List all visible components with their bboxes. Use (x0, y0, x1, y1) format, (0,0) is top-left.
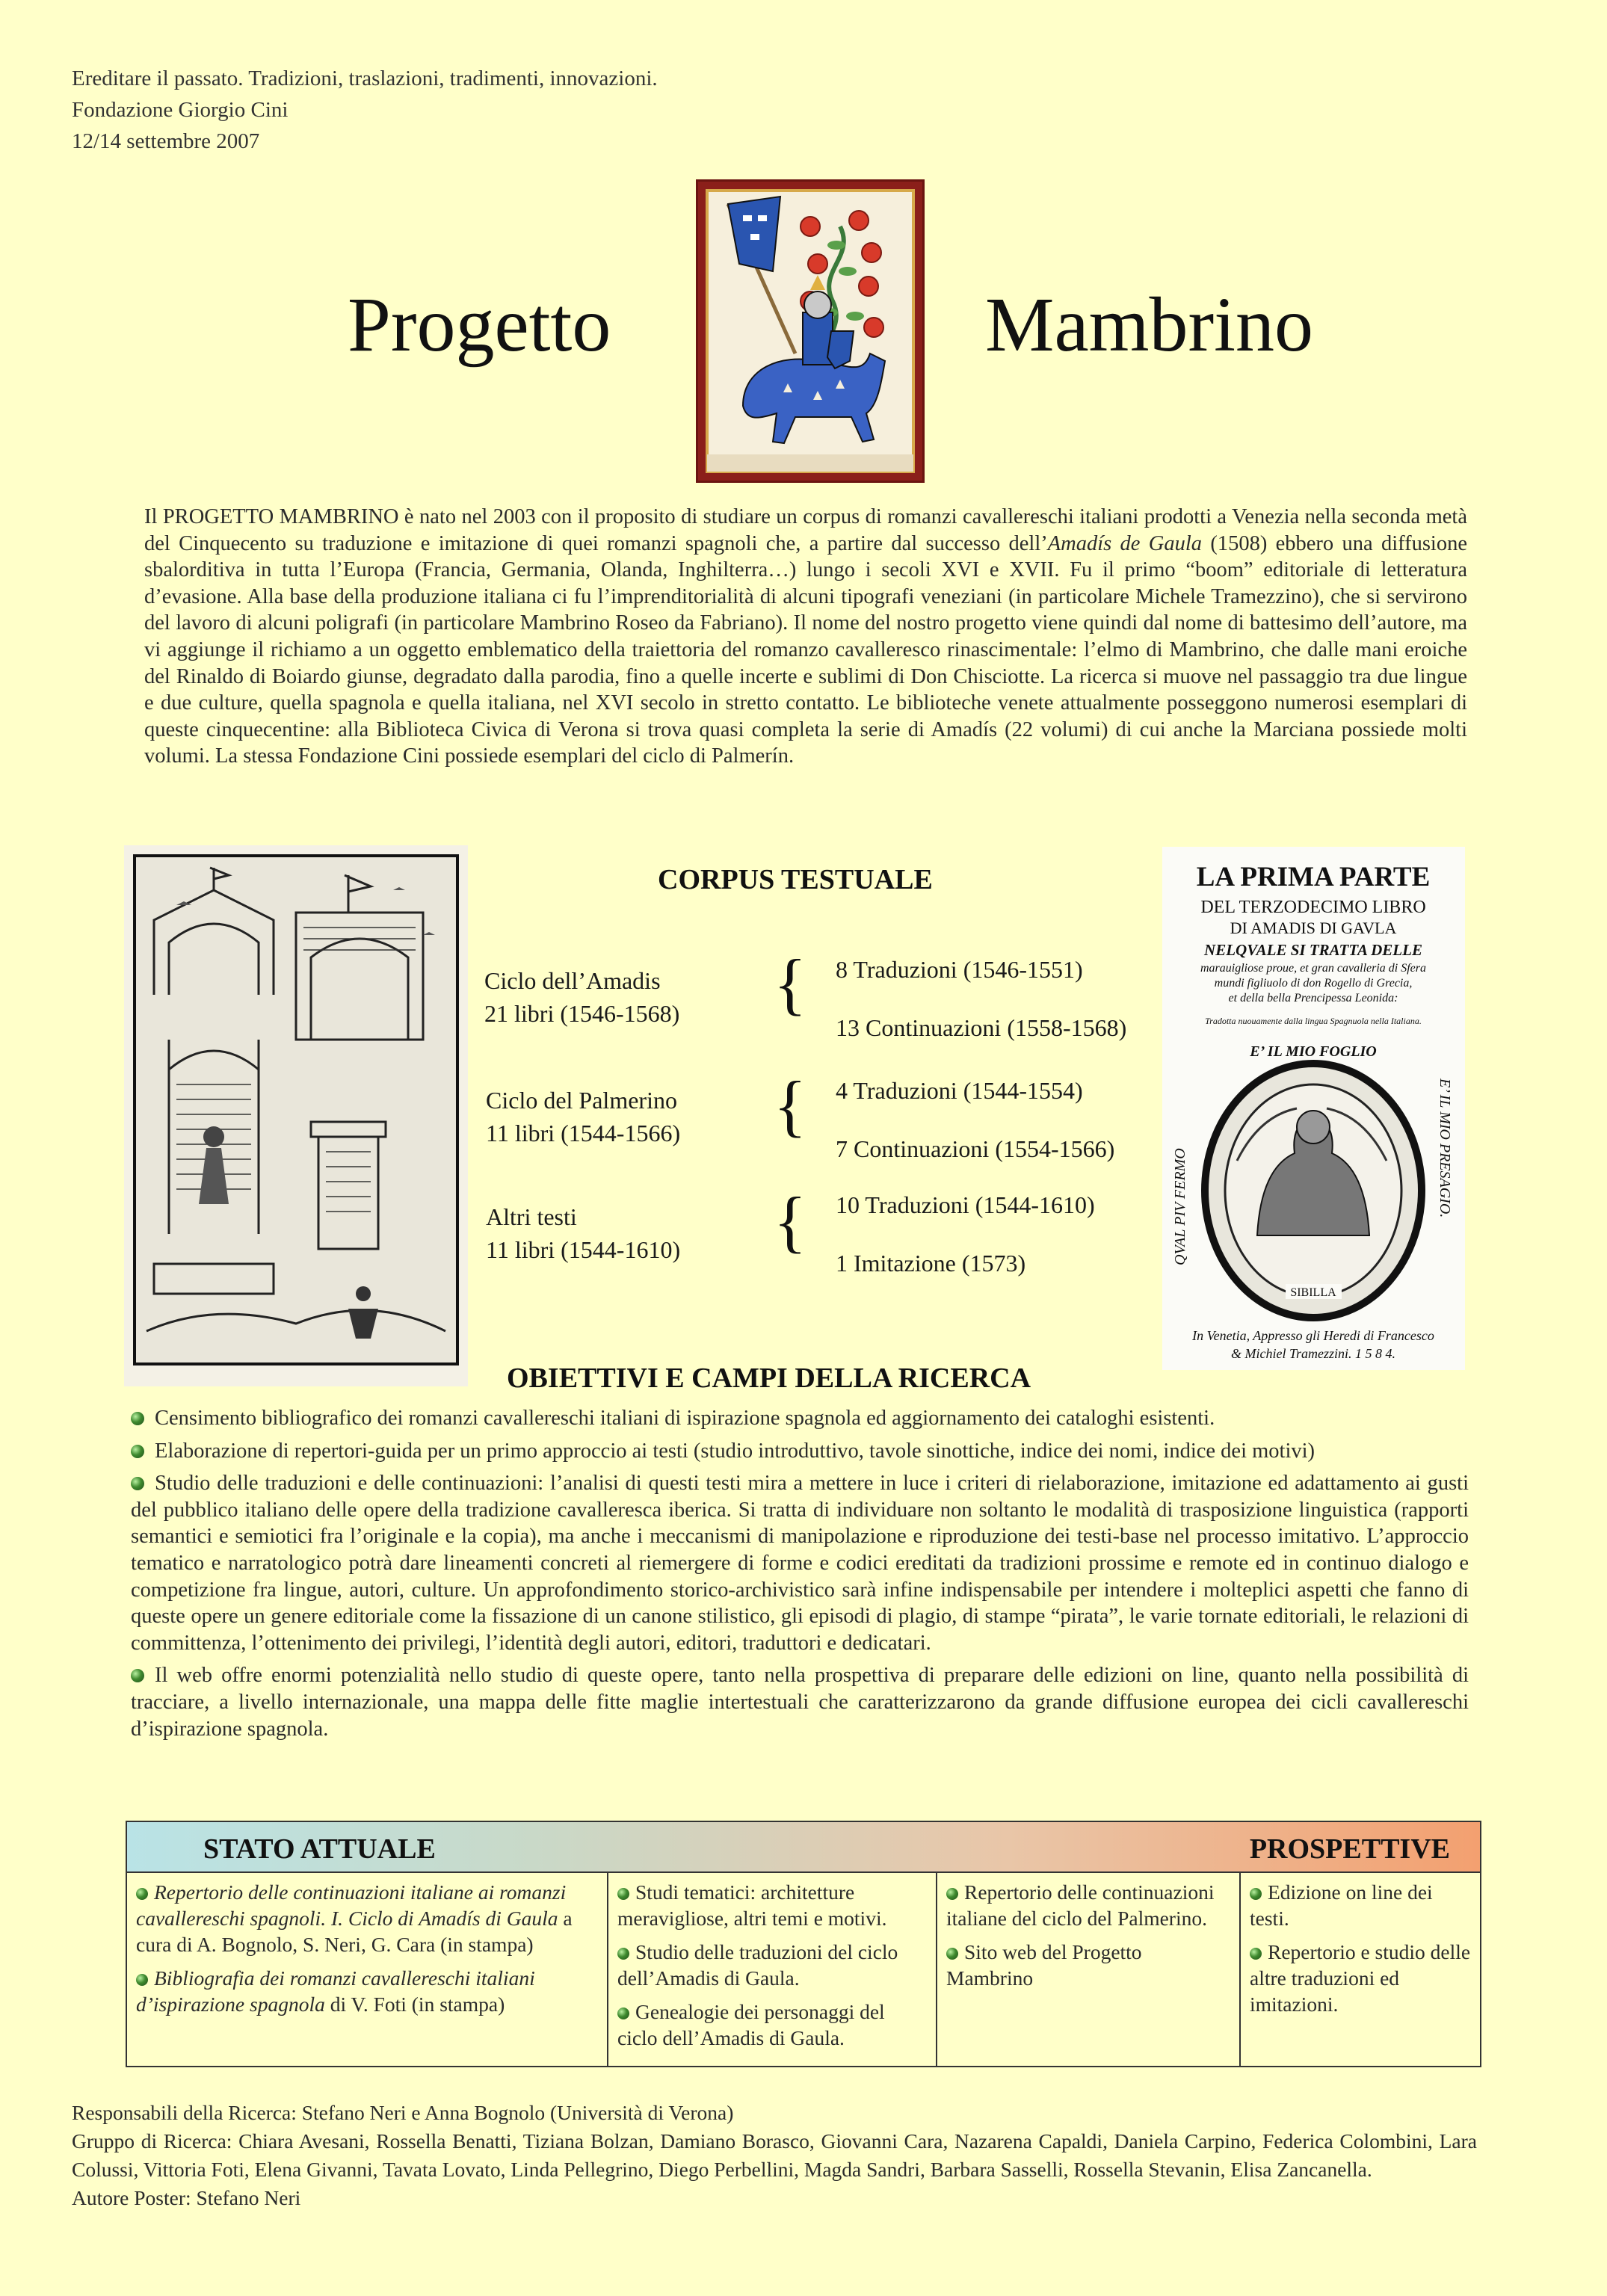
brace-altri: { (774, 1183, 807, 1259)
bullet-icon (131, 1669, 144, 1682)
prospettive-entry-text: Repertorio e studio delle altre traduzioni ed imitazioni. (1250, 1940, 1471, 2016)
intro-paragraph (144, 504, 1467, 770)
bullet-icon (131, 1412, 144, 1425)
objective-item (131, 1405, 1469, 1432)
prospettive-entry (946, 1939, 1230, 1991)
status-entry-text: di V. Foti (in stampa) (324, 1993, 505, 2016)
stato-attuale-heading: STATO ATTUALE (203, 1833, 436, 1865)
frontis-sibilla: SIBILLA (1290, 1286, 1336, 1299)
status-column-2 (608, 1873, 937, 2066)
status-panel (126, 1821, 1481, 2067)
event-venue: Fondazione Giorgio Cini (72, 98, 289, 122)
corpus-group-altri (486, 1200, 680, 1266)
status-entry-text: a cura di A. Bognolo, S. Neri, G. Cara (in stampa) (136, 1907, 573, 1956)
prospettive-entry (946, 1879, 1230, 1931)
corpus-group-count: 11 libri (1544-1566) (486, 1120, 681, 1147)
status-entry-title: Bibliografia dei romanzi cavallereschi italiani d’ispirazione spagnola (136, 1966, 535, 2016)
bullet-icon (617, 1888, 629, 1900)
bullet-icon (617, 1948, 629, 1960)
frontis-line: LA PRIMA PARTE (1196, 862, 1431, 892)
frontis-motto-top: E’ IL MIO FOGLIO (1250, 1043, 1377, 1060)
bullet-icon (1250, 1948, 1262, 1960)
woodcut-illustration (124, 845, 468, 1386)
intro-text-2: (1508) ebbero una diffusione sbalorditiva in tutta l’Europa (Francia, Germania, Olanda, Inghilterra…) lungo i secoli XVI e XVII. Fu il primo “boom” editoriale di letteratura d’evasione. Alla base della produzione italiana ci fu l’imprenditorialità di alcuni tipografi veneziani (in particolare Michele Tramezzino), che si servirono del lavoro di alcuni poligrafi (in particolare Mambrino Roseo da Fabriano). Il nome del nostro progetto viene quindi dal nome di battesimo dell’autore, ma vi aggiunge il richiamo a un oggetto emblematico della traiettoria del romanzo cavalleresco rinascimentale: l’elmo di Mambrino, che dalle mani eroiche del Rinaldo di Boiardo giunse, degradato dalla parodia, fino a quelle incerte e sublimi di Don Chisciotte. La ricerca si muove nel passaggio tra due lingue e due culture, quella spagnola e quella italiana, nel XVI secolo in stretto contatto. Le biblioteche venete attualmente posseggono numerosi esemplari di queste cinquecentine: alla Biblioteca Civica di Verona si trova quasi completa la serie di Amadís (22 volumi) di cui anche la Marciana possiede molti volumi. La stessa Fondazione Cini possiede esemplari del ciclo di Palmerín. (144, 531, 1467, 768)
status-panel-header (127, 1822, 1480, 1873)
prospettive-entry-text: Edizione on line dei testi. (1250, 1880, 1433, 1930)
objective-item (131, 1470, 1469, 1656)
status-entry-text: Studi tematici: architetture meravigliose, altri temi e motivi. (617, 1880, 887, 1930)
status-column-1 (127, 1873, 608, 2066)
frontis-motto-left: QVAL PIV FERMO (1172, 1148, 1188, 1265)
prospettive-entry (1250, 1879, 1471, 1931)
bullet-icon (131, 1445, 144, 1458)
corpus-group-amadis (484, 964, 679, 1030)
poster-author: Autore Poster: Stefano Neri (72, 2186, 301, 2209)
corpus-group-count: 11 libri (1544-1610) (486, 1236, 681, 1263)
event-header (72, 63, 658, 157)
bullet-icon (617, 2008, 629, 2019)
prospettive-entry (1250, 1939, 1471, 2017)
event-title: Ereditare il passato. Tradizioni, traslazioni, tradimenti, innovazioni. (72, 67, 658, 90)
frontis-line: mundi figliuolo di don Rogello di Grecia, (1214, 977, 1413, 990)
frontispiece-image (1162, 847, 1465, 1370)
bullet-icon (136, 1974, 148, 1986)
corpus-item: 13 Continuazioni (1558-1568) (836, 1014, 1127, 1041)
bullet-icon (136, 1888, 148, 1900)
intro-text-1: Il PROGETTO MAMBRINO è nato nel 2003 con il proposito di studiare un corpus di romanzi cavallereschi italiani prodotti a Venezia nella seconda metà del Cinquecento su traduzione e imitazione di quei romanzi spagnoli che, a partire dal successo dell’ (144, 505, 1467, 555)
frontis-medallion (1205, 1064, 1422, 1318)
brace-palmerino: { (774, 1067, 807, 1144)
status-entry-text: Studio delle traduzioni del ciclo dell’Amadis di Gaula. (617, 1940, 898, 1990)
status-entry (617, 1939, 927, 1991)
corpus-group-name: Altri testi (486, 1203, 577, 1230)
frontis-line: Tradotta nuouamente dalla lingua Spagnuola nella Italiana. (1205, 1016, 1422, 1026)
knight-illumination (696, 179, 925, 483)
prospettive-column-2 (1241, 1873, 1480, 2066)
corpus-group-count: 21 libri (1546-1568) (484, 1000, 680, 1027)
frontis-imprint: & Michiel Tramezzini. 1 5 8 4. (1231, 1346, 1395, 1361)
frontis-imprint: In Venetia, Appresso gli Heredi di Francesco (1192, 1328, 1434, 1343)
frontis-line: DEL TERZODECIMO LIBRO (1200, 898, 1426, 917)
title-progetto: Progetto (348, 282, 611, 368)
corpus-group-name: Ciclo dell’Amadis (484, 967, 661, 994)
corpus-group-palmerino (486, 1084, 680, 1149)
prospettive-heading: PROSPETTIVE (1249, 1833, 1450, 1865)
objective-text: Studio delle traduzioni e delle continuazioni: l’analisi di questi testi mira a mettere in luce i criteri di rielaborazione, imitazione ed adattamento ai gusti del pubblico italiano delle opere della tradizione cavalleresca iberica. Si tratta di individuare non soltanto le modalità di trasposizione linguistica (rapporti semantici e semiotici fra l’originale e la copia), ma anche i meccanismi di manipolazione e riproduzione dei testi-base nel processo imitativo. L’approccio tematico e narratologico potrà dare lineamenti concreti al riemergere di forme e codici ereditati da tradizioni prossime e remote ed in continuo dialogo e competizione fra lingue, autori, culture. Un approfondimento storico-archivistico sarà infine indispensabile per intendere i molteplici aspetti che fanno di queste opere un genere editoriale come la fissazione di un canone stilistico, gli episodi di plagio, di stampe “pirata”, le varie tornate editoriali, le relazioni di committenza, l’ottenimento dei privilegi, l’identità degli autori, editori, traduttori e dedicatari. (131, 1472, 1469, 1655)
prospettive-entry-text: Sito web del Progetto Mambrino (946, 1940, 1142, 1990)
bullet-icon (1250, 1888, 1262, 1900)
prospettive-entry-text: Repertorio delle continuazioni italiane del ciclo del Palmerino. (946, 1880, 1215, 1930)
objective-text: Censimento bibliografico dei romanzi cavallereschi italiani di ispirazione spagnola ed aggiornamento dei cataloghi esistenti. (155, 1407, 1215, 1430)
objective-item (131, 1662, 1469, 1742)
objectives-list (131, 1405, 1469, 1748)
bullet-icon (946, 1948, 958, 1960)
status-entry-text: Genealogie dei personaggi del ciclo dell’Amadis di Gaula. (617, 2000, 885, 2049)
frontis-motto-right: E’ IL MIO PRESAGIO. (1437, 1078, 1453, 1218)
corpus-item: 7 Continuazioni (1554-1566) (836, 1135, 1115, 1162)
credits (72, 2099, 1477, 2212)
corpus-item: 8 Traduzioni (1546-1551) (836, 956, 1083, 983)
title-mambrino: Mambrino (985, 282, 1314, 368)
status-entry-title: Repertorio delle continuazioni italiane ai romanzi cavallereschi spagnoli. I. Ciclo di Amadís di Gaula (136, 1880, 567, 1930)
event-dates: 12/14 settembre 2007 (72, 129, 260, 153)
status-entry (136, 1879, 598, 1957)
research-leads: Responsabili della Ricerca: Stefano Neri e Anna Bognolo (Università di Verona) (72, 2101, 734, 2124)
objective-item (131, 1438, 1469, 1465)
objective-text: Il web offre enormi potenzialità nello studio di queste opere, tanto nella prospettiva di preparare delle edizioni on line, quanto nella possibilità di tracciare, a livello internazionale, una mappa delle fitte maglie intertestuali che caratterizzarono da grande diffusione europea dei cicli cavallereschi d’ispirazione spagnola. (131, 1664, 1469, 1741)
bullet-icon (946, 1888, 958, 1900)
frontis-line: et della bella Prencipessa Leonida: (1228, 992, 1398, 1004)
frontis-line: NELQVALE SI TRATTA DELLE (1204, 941, 1422, 959)
objectives-title: OBIETTIVI E CAMPI DELLA RICERCA (507, 1363, 1031, 1394)
status-entry (136, 1965, 598, 2017)
status-entry (617, 1879, 927, 1931)
research-group: Gruppo di Ricerca: Chiara Avesani, Rossella Benatti, Tiziana Bolzan, Damiano Borasco, Giovanni Cara, Nazarena Capaldi, Daniela Carpino, Federica Colombini, Lara Colussi, Vittoria Foti, Elena Givanni, Tavata Lovato, Linda Pellegrino, Diego Perbellini, Magda Sandri, Barbara Sasselli, Rossella Stevanin, Elisa Zancanella. (72, 2129, 1477, 2181)
prospettive-column-1 (937, 1873, 1241, 2066)
corpus-item: 1 Imitazione (1573) (836, 1250, 1026, 1277)
bullet-icon (131, 1477, 144, 1490)
objective-text: Elaborazione di repertori-guida per un primo approccio ai testi (studio introduttivo, tavole sinottiche, indice dei nomi, indice dei motivi) (155, 1439, 1315, 1463)
frontis-line: marauigliose proue, et gran cavalleria di Sfera (1200, 962, 1427, 975)
corpus-item: 10 Traduzioni (1544-1610) (836, 1191, 1095, 1218)
frontis-line: DI AMADIS DI GAVLA (1230, 919, 1397, 937)
intro-amadis-title: Amadís de Gaula (1047, 531, 1203, 555)
corpus-title: CORPUS TESTUALE (658, 864, 933, 895)
status-entry (617, 1999, 927, 2051)
corpus-group-name: Ciclo del Palmerino (486, 1087, 677, 1114)
brace-amadis: { (774, 945, 807, 1022)
corpus-item: 4 Traduzioni (1544-1554) (836, 1077, 1083, 1104)
